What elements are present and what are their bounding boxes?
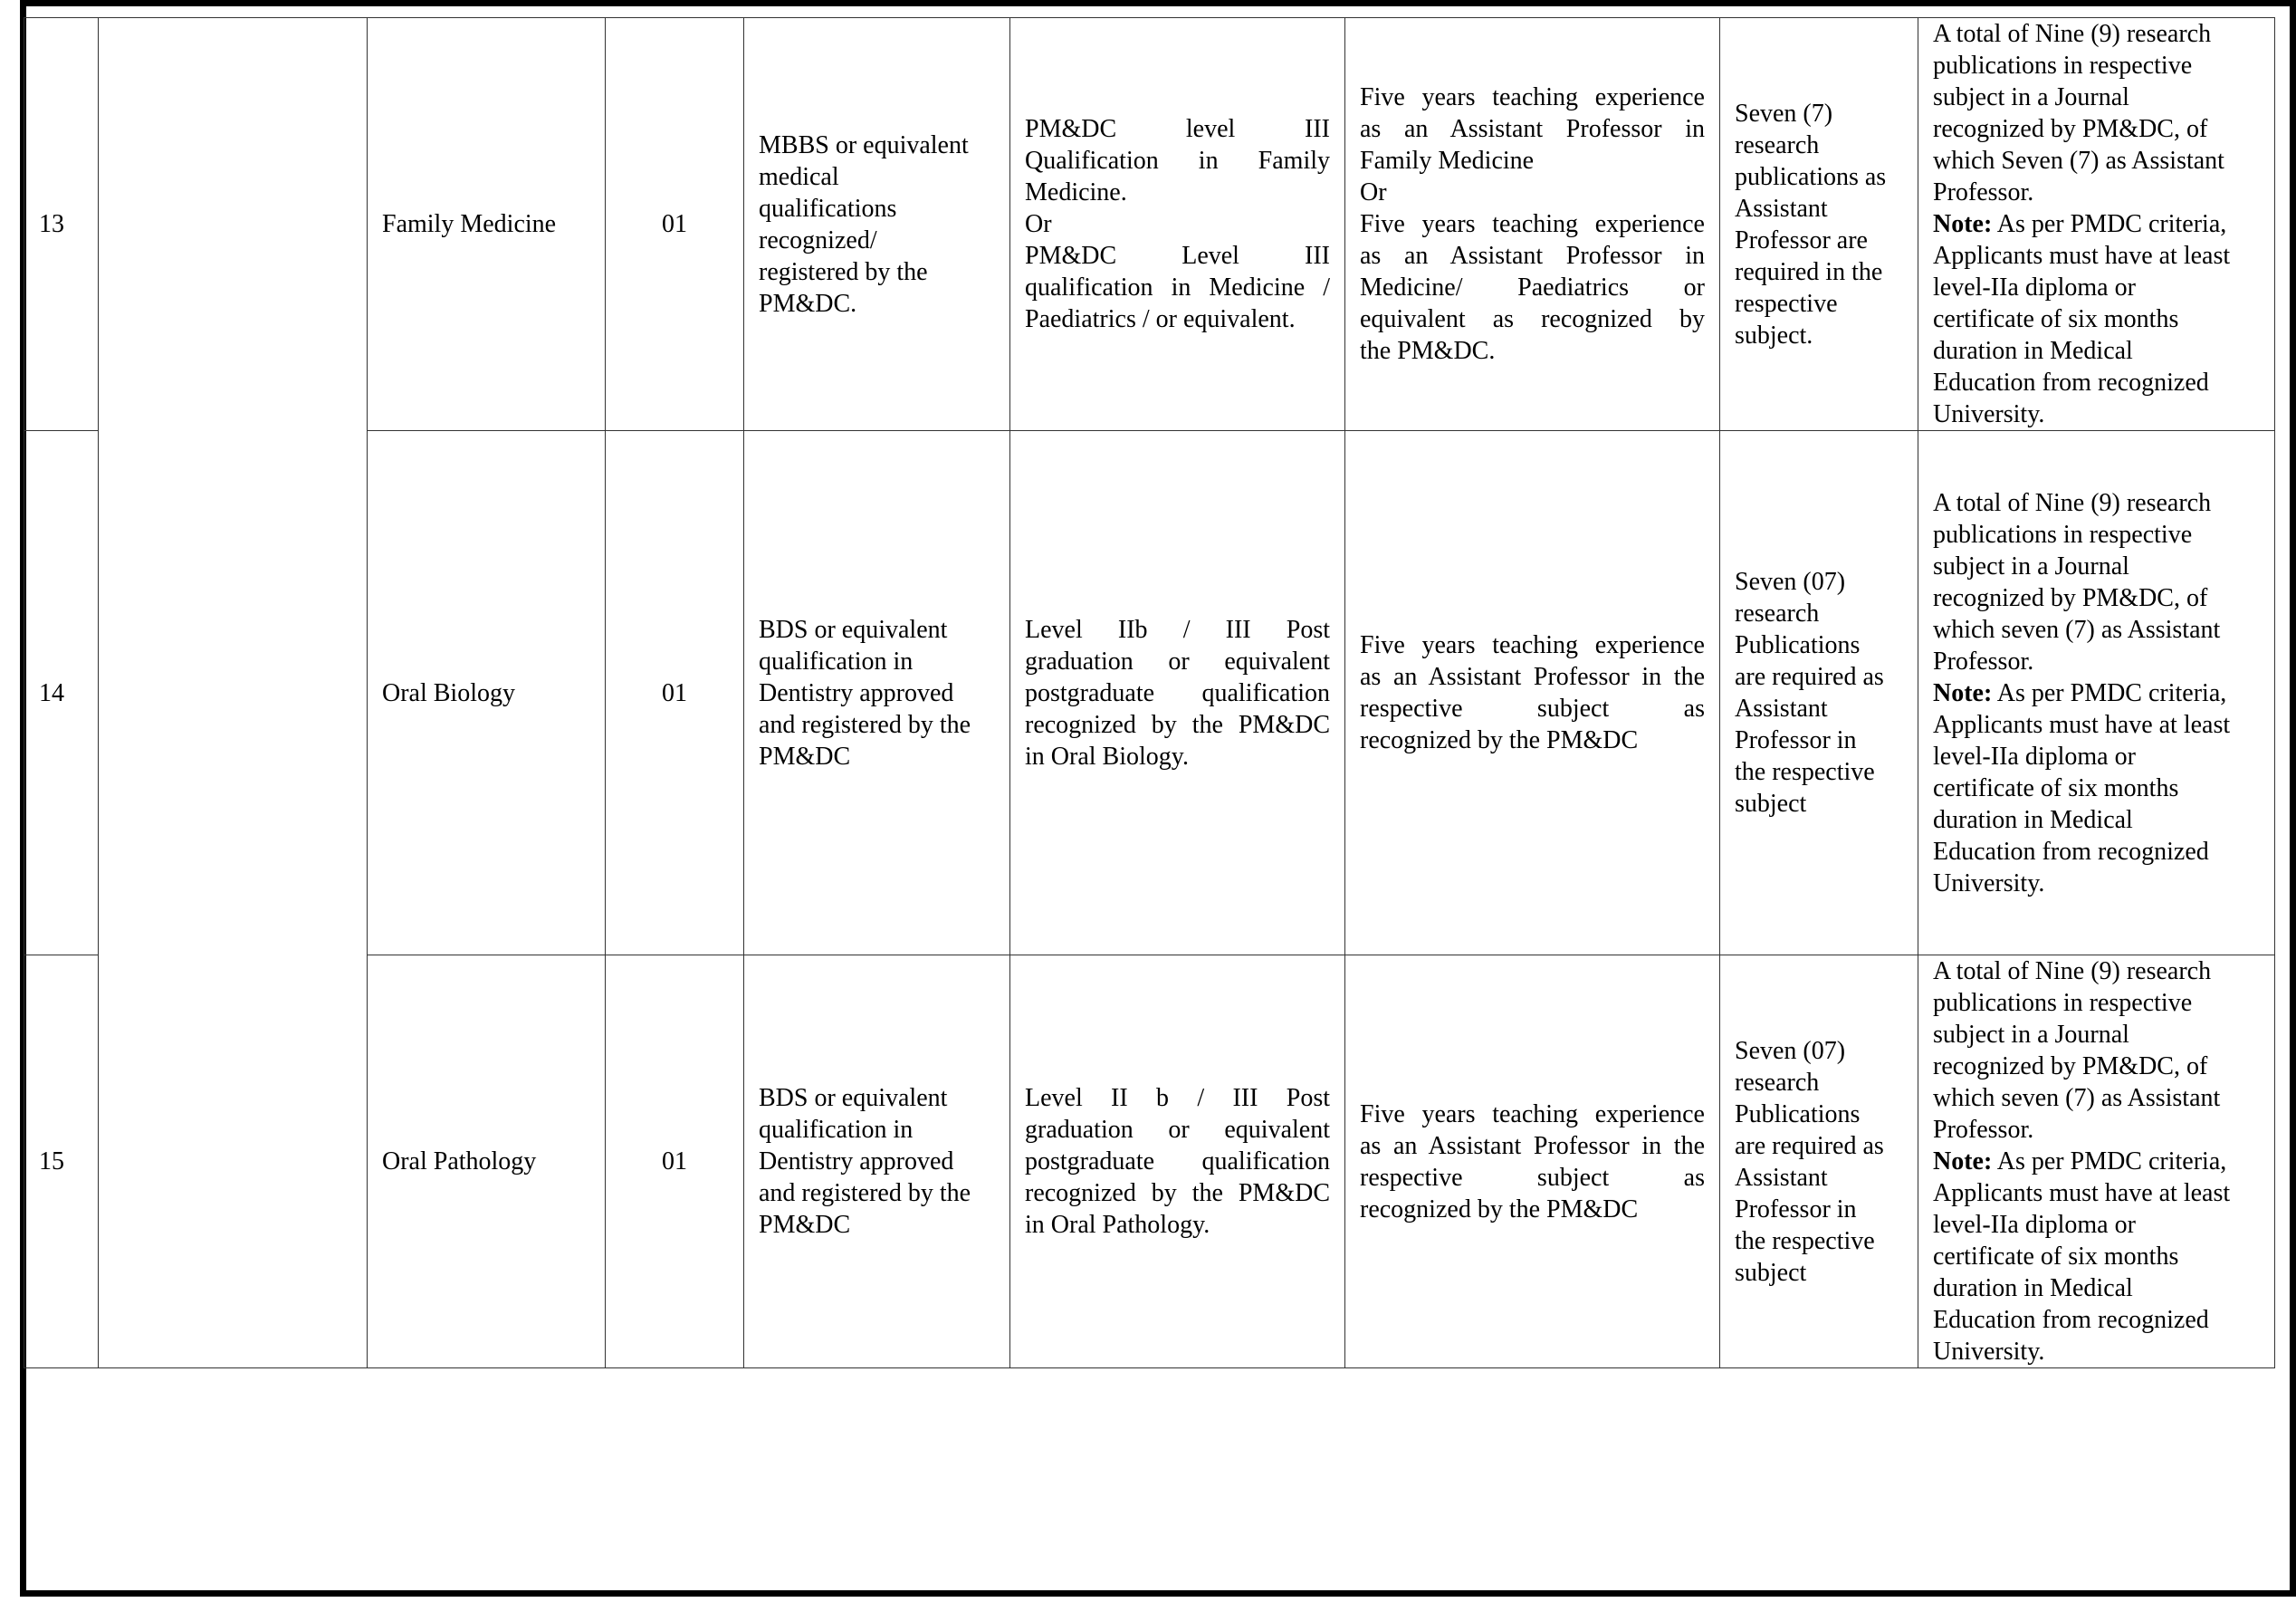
publications-ap-cell: [1720, 955, 1918, 1368]
text-line: research: [1735, 130, 1820, 159]
text-line: Assistant: [1735, 1163, 1828, 1192]
text-line: respective subject as: [1360, 1163, 1705, 1192]
text-line: PM&DC.: [759, 289, 857, 318]
note-label: Note:: [1933, 678, 1993, 707]
text-line: recognized by the PM&DC: [1360, 726, 1639, 754]
text-line: Professor.: [1933, 178, 2034, 206]
note-line: [1933, 1146, 2260, 1177]
text-line: publications as: [1735, 162, 1887, 191]
text-line: Family Medicine: [1360, 147, 1535, 175]
text-line: and registered by the: [759, 710, 971, 739]
text-line: Five years teaching experience: [1360, 1099, 1705, 1128]
text-line: Professor in: [1735, 726, 1857, 754]
text-line: and registered by the: [759, 1179, 971, 1207]
text-line: subject in a Journal: [1933, 83, 2129, 111]
basic-qualification-cell: [744, 955, 1010, 1368]
subject-cell: Oral Pathology: [368, 955, 606, 1368]
note-line: [1933, 677, 2260, 709]
text-line: level-IIa diploma or: [1933, 273, 2136, 302]
text-line: recognized by the PM&DC: [1360, 1195, 1639, 1223]
text-line: are required as: [1735, 1131, 1884, 1160]
text-line: the respective: [1735, 758, 1875, 786]
text-line: recognized by PM&DC, of: [1933, 583, 2208, 612]
note-text: As per PMDC criteria,: [1992, 210, 2227, 238]
text-line: level-IIa diploma or: [1933, 1211, 2136, 1239]
specialization-cell: [1010, 955, 1345, 1368]
text-line: University.: [1933, 400, 2045, 428]
note-text: As per PMDC criteria,: [1992, 1147, 2227, 1175]
text-line: publications in respective: [1933, 52, 2193, 80]
text-line: the PM&DC.: [1360, 337, 1496, 365]
note-label: Note:: [1933, 210, 1993, 238]
text-line: graduation or equivalent: [1025, 647, 1330, 676]
text-line: Seven (07): [1735, 1036, 1846, 1065]
text-line: subject in a Journal: [1933, 552, 2129, 581]
text-line: Professor.: [1933, 647, 2034, 676]
text-line: BDS or equivalent: [759, 615, 948, 644]
text-line: graduation or equivalent: [1025, 1116, 1330, 1144]
serial-number-cell: 14: [24, 431, 99, 955]
text-line: subject: [1735, 790, 1807, 818]
text-line: A total of Nine (9) research: [1933, 957, 2212, 985]
text-line: duration in Medical: [1933, 337, 2133, 365]
text-line: subject in a Journal: [1933, 1021, 2129, 1049]
text-line: postgraduate qualification: [1025, 1147, 1330, 1175]
subject-cell: Family Medicine: [368, 18, 606, 431]
note-line: [1933, 208, 2260, 240]
text-line: postgraduate qualification: [1025, 678, 1330, 707]
text-line: recognized by the PM&DC: [1025, 1179, 1330, 1207]
text-line: certificate of six months: [1933, 773, 2179, 802]
specialization-cell: [1010, 431, 1345, 955]
text-line: Publications: [1735, 631, 1861, 659]
text-line: Medicine.: [1025, 178, 1127, 206]
posts-cell: 01: [606, 431, 744, 955]
text-line: as an Assistant Professor in the: [1360, 663, 1705, 691]
serial-number-cell: 15: [24, 955, 99, 1368]
text-line: Assistant: [1735, 695, 1828, 723]
specialization-cell: [1010, 18, 1345, 431]
publications-ap-cell: [1720, 431, 1918, 955]
text-line: Professor are: [1735, 225, 1868, 254]
text-line: duration in Medical: [1933, 805, 2133, 834]
text-line: recognized by the PM&DC: [1025, 710, 1330, 739]
posts-cell: 01: [606, 18, 744, 431]
text-line: Five years teaching experience: [1360, 83, 1705, 111]
note-text: As per PMDC criteria,: [1992, 678, 2227, 707]
text-line: as an Assistant Professor in the: [1360, 1131, 1705, 1160]
text-line: level-IIa diploma or: [1933, 742, 2136, 771]
text-line: Applicants must have at least: [1933, 710, 2231, 739]
text-line: subject.: [1735, 321, 1813, 350]
text-line: which seven (7) as Assistant: [1933, 1084, 2221, 1112]
subject-cell: Oral Biology: [368, 431, 606, 955]
text-line: publications in respective: [1933, 989, 2193, 1017]
text-line: which seven (7) as Assistant: [1933, 615, 2221, 644]
publications-total-cell: [1918, 431, 2275, 955]
text-line: are required as: [1735, 663, 1884, 691]
posts-cell: 01: [606, 955, 744, 1368]
text-line: A total of Nine (9) research: [1933, 488, 2212, 517]
text-line: respective: [1735, 289, 1838, 318]
text-line: recognized by PM&DC, of: [1933, 115, 2208, 143]
text-line: Seven (07): [1735, 568, 1846, 596]
text-line: PM&DC: [759, 742, 851, 771]
text-line: Dentistry approved: [759, 678, 954, 707]
publications-total-cell: [1918, 18, 2275, 431]
text-line: duration in Medical: [1933, 1274, 2133, 1302]
text-line: qualification in Medicine /: [1025, 273, 1330, 302]
text-line: recognized by PM&DC, of: [1933, 1052, 2208, 1080]
text-line: qualification in: [759, 647, 914, 676]
text-line: University.: [1933, 1338, 2045, 1366]
text-line: Level II b / III Post: [1025, 1084, 1330, 1112]
text-line: subject: [1735, 1258, 1807, 1287]
text-line: the respective: [1735, 1226, 1875, 1255]
vacancy-table: [24, 17, 2275, 1368]
text-line: Medicine/ Paediatrics or: [1360, 273, 1705, 302]
text-line: certificate of six months: [1933, 305, 2179, 333]
text-line: Or: [1360, 178, 1387, 206]
text-line: Seven (7): [1735, 99, 1833, 128]
text-line: recognized/: [759, 225, 877, 254]
text-line: Five years teaching experience: [1360, 631, 1705, 659]
text-line: Education from recognized: [1933, 1306, 2209, 1334]
text-line: certificate of six months: [1933, 1243, 2179, 1271]
basic-qualification-cell: [744, 431, 1010, 955]
text-line: PM&DC: [759, 1211, 851, 1239]
text-line: PM&DC Level III: [1025, 242, 1330, 270]
text-line: medical: [759, 162, 839, 191]
text-line: research: [1735, 600, 1820, 628]
text-line: respective subject as: [1360, 695, 1705, 723]
experience-cell: [1345, 955, 1720, 1368]
department-cell: [99, 18, 368, 1368]
text-line: BDS or equivalent: [759, 1084, 948, 1112]
text-line: required in the: [1735, 257, 1883, 286]
text-line: MBBS or equivalent: [759, 130, 969, 159]
text-line: Qualification in Family: [1025, 147, 1330, 175]
publications-ap-cell: [1720, 18, 1918, 431]
text-line: Level IIb / III Post: [1025, 615, 1330, 644]
text-line: Dentistry approved: [759, 1147, 954, 1175]
basic-qualification-cell: [744, 18, 1010, 431]
text-line: which Seven (7) as Assistant: [1933, 147, 2224, 175]
text-line: Assistant: [1735, 194, 1828, 223]
table-row: [24, 18, 2275, 431]
note-label: Note:: [1933, 1147, 1993, 1175]
text-line: in Oral Pathology.: [1025, 1211, 1210, 1239]
text-line: in Oral Biology.: [1025, 742, 1189, 771]
text-line: as an Assistant Professor in: [1360, 115, 1705, 143]
text-line: qualifications: [759, 194, 897, 223]
text-line: Professor.: [1933, 1116, 2034, 1144]
text-line: Five years teaching experience: [1360, 210, 1705, 238]
text-line: registered by the: [759, 257, 928, 286]
text-line: University.: [1933, 868, 2045, 897]
text-line: Or: [1025, 210, 1052, 238]
text-line: Professor in: [1735, 1195, 1857, 1223]
text-line: qualification in: [759, 1116, 914, 1144]
text-line: publications in respective: [1933, 520, 2193, 549]
experience-cell: [1345, 431, 1720, 955]
text-line: Applicants must have at least: [1933, 242, 2231, 270]
text-line: Education from recognized: [1933, 837, 2209, 866]
text-line: as an Assistant Professor in: [1360, 242, 1705, 270]
text-line: Paediatrics / or equivalent.: [1025, 305, 1296, 333]
publications-total-cell: [1918, 955, 2275, 1368]
text-line: Applicants must have at least: [1933, 1179, 2231, 1207]
text-line: A total of Nine (9) research: [1933, 20, 2212, 48]
experience-cell: [1345, 18, 1720, 431]
text-line: PM&DC level III: [1025, 115, 1330, 143]
text-line: Publications: [1735, 1099, 1861, 1128]
text-line: research: [1735, 1068, 1820, 1097]
text-line: Education from recognized: [1933, 369, 2209, 397]
text-line: equivalent as recognized by: [1360, 305, 1705, 333]
serial-number-cell: 13: [24, 18, 99, 431]
